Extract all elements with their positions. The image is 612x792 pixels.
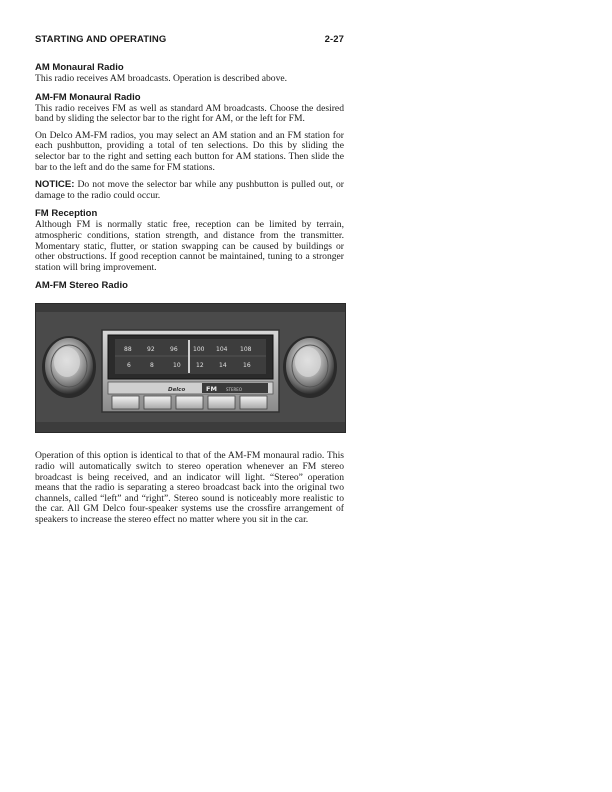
tuning-pointer <box>188 340 190 373</box>
fm-scale-label: 104 <box>216 346 228 354</box>
fm-scale-label: 100 <box>193 346 205 354</box>
band-indicator: FM <box>206 385 217 394</box>
heading-am-monaural: AM Monaural Radio <box>35 62 124 73</box>
am-scale-label: 6 <box>127 362 131 370</box>
am-scale-label: 12 <box>196 362 204 370</box>
page-number: 2-27 <box>324 34 344 45</box>
am-scale-label: 14 <box>219 362 227 370</box>
preset-button-3 <box>176 396 203 409</box>
paragraph-am-monaural: This radio receives AM broadcasts. Operation is described above. <box>35 73 288 84</box>
heading-amfm-monaural: AM-FM Monaural Radio <box>35 91 141 103</box>
fm-scale-label: 108 <box>240 346 252 354</box>
preset-buttons <box>112 396 267 409</box>
radio-photo <box>35 303 346 433</box>
paragraph-fm-reception: Although FM is normally static free, reception can be limited by terrain, atmospheric conditions, station strength, and distance from the transmitter. Momentary static, flutter, or station swapping can be caused by buildings or other obstructions. If good reception cannot be maintained, tuning to a stronger station will bring improvement. <box>35 219 344 273</box>
right-knob-icon <box>283 336 337 398</box>
left-knob-icon <box>42 336 96 398</box>
preset-button-1 <box>112 396 139 409</box>
notice-paragraph <box>35 180 344 201</box>
am-scale-label: 16 <box>243 362 251 370</box>
radio-illustration <box>36 304 345 432</box>
heading-amfm-stereo: AM-FM Stereo Radio <box>35 280 128 292</box>
preset-button-2 <box>144 396 171 409</box>
heading-fm-reception: FM Reception <box>35 208 98 220</box>
page-header <box>35 34 344 45</box>
section-title: STARTING AND OPERATING <box>35 34 167 45</box>
paragraph-amfm-stereo: Operation of this option is identical to that of the AM-FM monaural radio. This radio will automatically switch to stereo operation whenever an FM stereo broadcast is being received, and an indicator will light. “Stereo” operation means that the radio is separating a stereo broadcast back into the original two channels, called “left” and “right”. Stereo sound is noticeably more realistic to the car. All GM Delco four-speaker systems use the crossfire arrangement of speakers to increase the stereo effect no matter where you sit in the car. <box>35 450 344 525</box>
preset-button-4 <box>208 396 235 409</box>
fm-scale-label: 88 <box>124 346 132 354</box>
fm-scale-label: 96 <box>170 346 178 354</box>
brand-logo: Delco <box>168 387 186 394</box>
stereo-indicator: STEREO <box>226 387 242 393</box>
paragraph-amfm-band: This radio receives FM as well as standard AM broadcasts. Choose the desired band by sliding the selector bar to the right for AM, or the left for FM. <box>35 102 344 125</box>
manual-page <box>35 34 344 525</box>
notice-label: NOTICE: <box>35 179 75 191</box>
preset-button-5 <box>240 396 267 409</box>
am-scale-label: 10 <box>173 362 181 370</box>
notice-text: Do not move the selector bar while any pushbutton is pulled out, or damage to the radio could occur. <box>35 179 344 201</box>
fm-scale-label: 92 <box>147 346 155 354</box>
paragraph-amfm-presets: On Delco AM-FM radios, you may select an AM station and an FM station for each pushbutton, providing a total of ten selections. Do this by sliding the selector bar to the right and setting each button for AM stations. Then slide the bar to the left and do the same for FM stations. <box>35 129 344 173</box>
am-scale-label: 8 <box>150 362 154 370</box>
